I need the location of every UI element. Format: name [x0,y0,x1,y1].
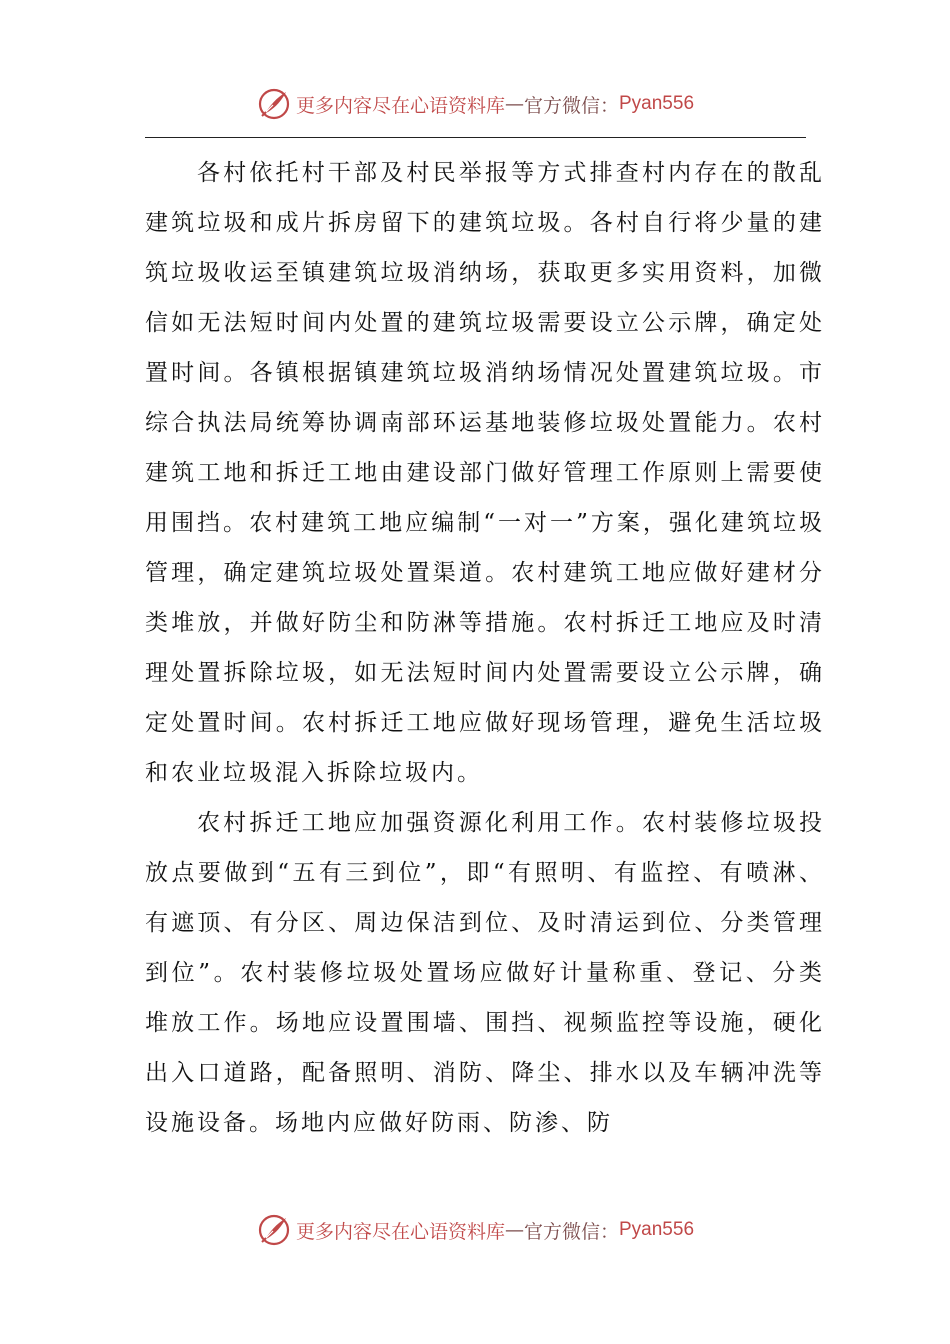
footer-brand-text: 更多内容尽在心语资料库 [295,1220,505,1243]
quill-logo-icon [256,1212,292,1248]
document-body [145,148,825,1148]
footer-wechat-id: Pyan556 [619,1219,695,1240]
header-dash: — [504,93,524,115]
footer-banner [0,1208,950,1252]
quill-logo-icon [256,86,292,122]
footer-dash: — [504,1219,524,1241]
header-banner [0,82,950,126]
paragraph-2: 农村拆迁工地应加强资源化利用工作。农村装修垃圾投放点要做到“五有三到位”，即“有照明、有监控、有喷淋、有遮顶、有分区、周边保洁到位、及时清运到位、分类管理到位”。农村装修垃圾处置场应做好计量称重、登记、分类堆放工作。场地应设置围墙、围挡、视频监控等设施，硬化出入口道路，配备照明、消防、降尘、排水以及车辆冲洗等设施设备。场地内应做好防雨、防渗、防 [145,810,825,1136]
header-brand-text: 更多内容尽在心语资料库 [295,94,505,117]
paragraph-1: 各村依托村干部及村民举报等方式排查村内存在的散乱建筑垃圾和成片拆房留下的建筑垃圾。各村自行将少量的建筑垃圾收运至镇建筑垃圾消纳场，获取更多实用资料，加微信如无法短时间内处置的建筑垃圾需要设立公示牌，确定处置时间。各镇根据镇建筑垃圾消纳场情况处置建筑垃圾。市综合执法局统筹协调南部环运基地装修垃圾处置能力。农村建筑工地和拆迁工地由建设部门做好管理工作原则上需要使用围挡。农村建筑工地应编制“一对一”方案，强化建筑垃圾管理，确定建筑垃圾处置渠道。农村建筑工地应做好建材分类堆放，并做好防尘和防淋等措施。农村拆迁工地应及时清理处置拆除垃圾，如无法短时间内处置需要设立公示牌，确定处置时间。农村拆迁工地应做好现场管理，避免生活垃圾和农业垃圾混入拆除垃圾内。 [145,160,825,786]
header-official-label: 官方微信： [523,94,619,117]
footer-official-label: 官方微信： [523,1220,619,1243]
header-divider [145,137,806,138]
header-wechat-id: Pyan556 [619,93,695,114]
